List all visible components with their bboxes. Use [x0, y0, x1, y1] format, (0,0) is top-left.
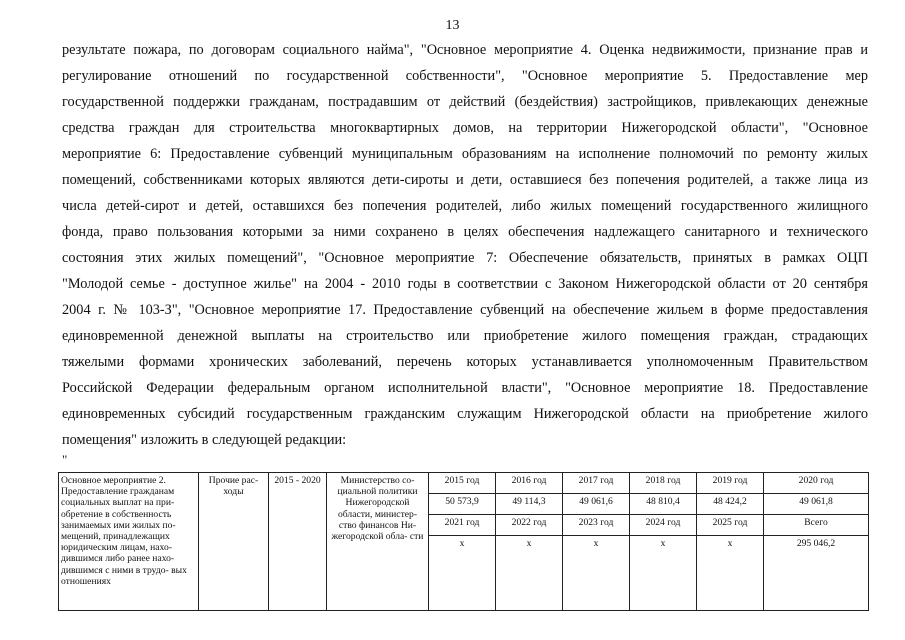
value-cell: 49 114,3 [496, 494, 563, 515]
year-cell: 2016 год [496, 473, 563, 494]
year-cell: 2018 год [630, 473, 697, 494]
paragraph-line: мероприятие 6: Предоставление субвенций муниципальным образованиям на исполнение полномочий по ремонту жилых [62, 146, 868, 162]
year-cell: 2023 год [563, 515, 630, 536]
year-cell: 2017 год [563, 473, 630, 494]
paragraph-line: единовременной денежной выплаты на строительство или приобретение жилого помещения граждан, страдающих [62, 328, 868, 344]
year-cell: 2020 год [764, 473, 869, 494]
paragraph-line: Российской Федерации федеральным органом исполнительной власти", "Основное мероприятие 18. Предоставление [62, 380, 868, 396]
executor-cell: Министерство со- циальной политики Нижегородской области, министер- ство финансов Ни- жегородской обла- сти [327, 473, 429, 611]
paragraph-line: помещений, собственниками которых являются дети-сироты и дети, оставшиеся без попечения родителей, а также лица из [62, 172, 868, 188]
value-cell: х [429, 536, 496, 611]
page-number: 13 [445, 18, 460, 33]
paragraph-line: единовременных субсидий государственным гражданским служащим Нижегородской области на приобретение жилого [62, 406, 868, 422]
value-cell: х [630, 536, 697, 611]
paragraph-line: тяжелыми формами хронических заболеваний, перечень которых устанавливается уполномоченным Правительством [62, 354, 868, 370]
year-cell: 2021 год [429, 515, 496, 536]
value-cell: 49 061,8 [764, 494, 869, 515]
paragraph-line: "Молодой семье - доступное жилье" на 2004 - 2010 годы в соответствии с Законом Нижегородской области от 20 сентября [62, 276, 868, 292]
category-cell: Прочие рас- ходы [199, 473, 269, 611]
paragraph-line: фонда, право пользования которыми за ними сохранено в целях обеспечения надлежащего санитарного и технического [62, 224, 868, 240]
year-cell: 2024 год [630, 515, 697, 536]
value-cell: 48 810,4 [630, 494, 697, 515]
paragraph-line: 2004 г. № 103-З", "Основное мероприятие 17. Предоставление субвенций на обеспечение жильем в форме предоставления [62, 302, 868, 318]
total-label-cell: Всего [764, 515, 869, 536]
table-row [59, 473, 869, 494]
year-cell: 2025 год [697, 515, 764, 536]
value-cell: х [563, 536, 630, 611]
year-cell: 2022 год [496, 515, 563, 536]
value-cell: х [697, 536, 764, 611]
body-paragraph [62, 37, 868, 453]
paragraph-line: состояния этих жилых помещений", "Основное мероприятие 7: Обеспечение обязательств, принятых в рамках ОЦП [62, 250, 868, 266]
value-cell: 48 424,2 [697, 494, 764, 515]
period-cell: 2015 - 2020 [269, 473, 327, 611]
paragraph-line: средства граждан для строительства многоквартирных домов, на территории Нижегородской области", "Основное [62, 120, 868, 136]
year-cell: 2019 год [697, 473, 764, 494]
year-cell: 2015 год [429, 473, 496, 494]
paragraph-line: государственной поддержки гражданам, пострадавшим от действий (бездействия) застройщиков, привлекающих денежные [62, 94, 868, 110]
paragraph-line: числа детей-сирот и детей, оставшихся без попечения родителей, либо жилых помещений государственного жилищного [62, 198, 868, 214]
paragraph-line: регулирование отношений по государственной собственности", "Основное мероприятие 5. Предоставление мер [62, 68, 868, 84]
opening-quote-mark: " [62, 452, 68, 467]
value-cell: х [496, 536, 563, 611]
value-cell: 49 061,6 [563, 494, 630, 515]
paragraph-line: помещения" изложить в следующей редакции: [62, 432, 347, 448]
program-table [58, 472, 869, 611]
paragraph-line: результате пожара, по договорам социального найма", "Основное мероприятие 4. Оценка недвижимости, признание прав и [62, 42, 868, 58]
event-cell: Основное мероприятие 2. Предоставление гражданам социальных выплат на при- обретение в собственность занимаемых ими жилых по- мещений, принадлежащих юридическим лицам, нахо- дившимся либо ранее нахо- дившимся с ними в трудо- вых отношениях [59, 473, 199, 611]
value-cell: 50 573,9 [429, 494, 496, 515]
total-value-cell: 295 046,2 [764, 536, 869, 611]
